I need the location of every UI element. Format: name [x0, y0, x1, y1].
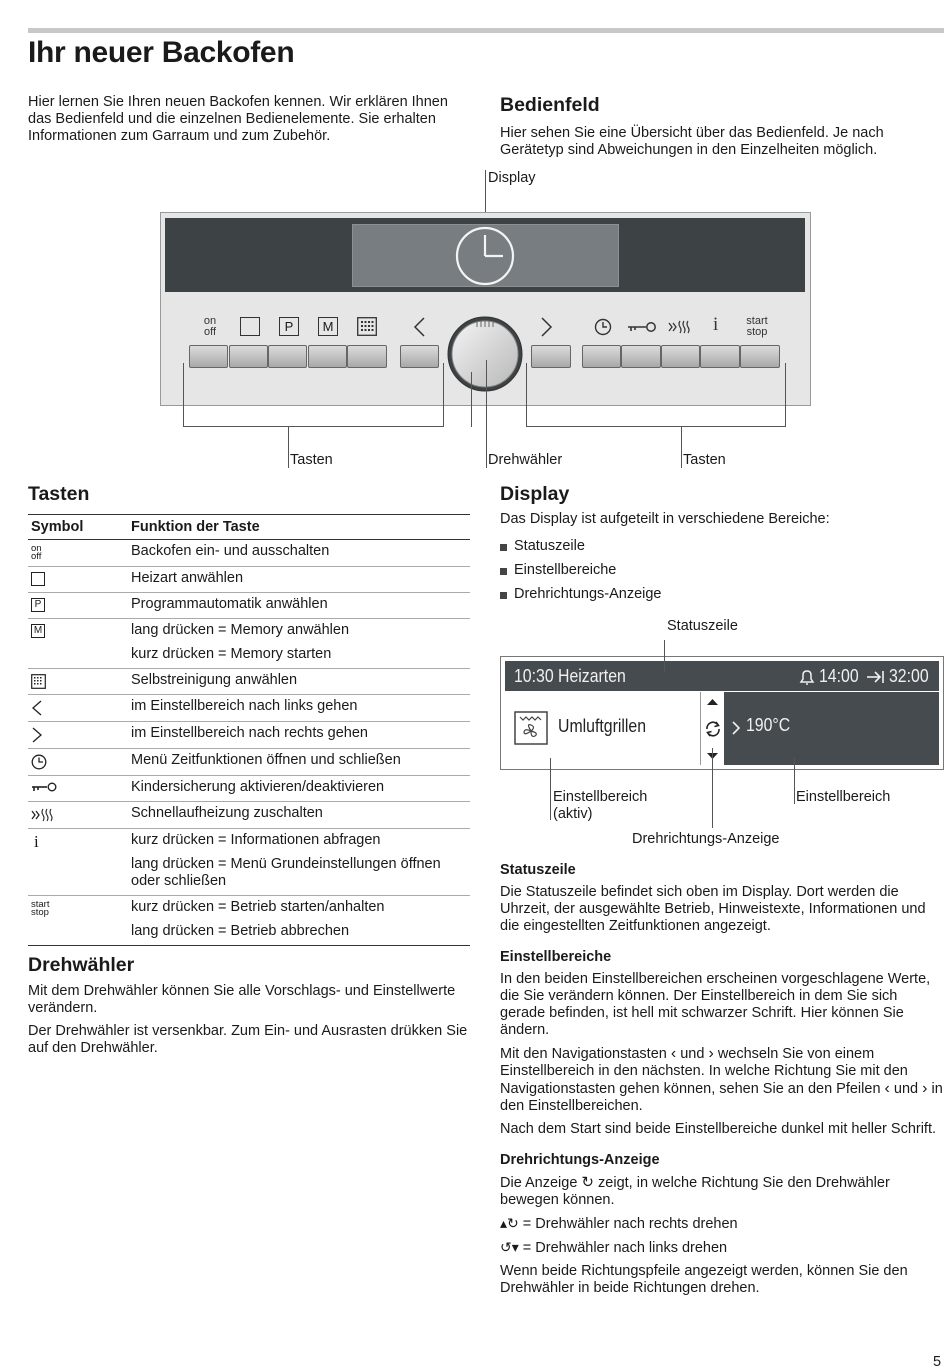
label-drehrichtung: Drehrichtungs-Anzeige — [632, 831, 780, 847]
function-text: Selbstreinigung anwählen — [131, 672, 298, 688]
drehwaehler-knob[interactable] — [447, 310, 523, 396]
table-row — [28, 619, 470, 669]
chevron-right-icon — [731, 720, 741, 736]
function-cell — [131, 832, 470, 890]
function-cell — [131, 805, 470, 823]
panel-start-label: start — [746, 315, 768, 327]
quick-heat-icon — [31, 807, 55, 823]
einstellbereiche-heading: Einstellbereiche — [500, 949, 612, 965]
table-row — [28, 896, 470, 946]
p-icon: P — [31, 598, 45, 612]
symbol-cell — [28, 622, 131, 663]
rotate-icon — [704, 720, 722, 738]
info-icon: i — [34, 832, 39, 851]
col-funktion-header: Funktion der Taste — [131, 518, 260, 535]
intro-text: Hier lernen Sie Ihren neuen Backofen kennen. Wir erklären Ihnen das Bedienfeld und die einzelnen Bedienelemente. Sie erhalten Informationen zum Garraum und zum Zubehör. — [28, 94, 448, 144]
function-text: kurz drücken = Memory starten — [131, 646, 332, 662]
symbol-cell — [28, 899, 131, 940]
heizart-square-icon — [31, 572, 45, 586]
quick-heat-icon — [668, 318, 692, 336]
list-item: Drehrichtungs-Anzeige — [500, 586, 944, 603]
function-text: lang drücken = Memory anwählen — [131, 622, 350, 638]
drehrichtung-p2: Wenn beide Richtungspfeile angezeigt werden, können Sie den Drehwähler in beide Richtungen drehen. — [500, 1263, 908, 1296]
function-text: im Einstellbereich nach rechts gehen — [131, 725, 368, 741]
label-display: Display — [488, 170, 536, 186]
statuszeile-heading: Statuszeile — [500, 862, 576, 878]
m-icon: M — [31, 624, 45, 638]
key-icon — [627, 320, 657, 334]
info-icon: i — [713, 314, 719, 335]
memory-button[interactable] — [308, 345, 347, 368]
rotate-right-icon: ▴↻ — [500, 1215, 519, 1231]
table-row — [28, 695, 470, 722]
drehrichtung-links: ↺▾ = Drehwähler nach links drehen — [500, 1239, 728, 1256]
list-item: Einstellbereiche — [500, 562, 944, 579]
selbstreinigung-button[interactable] — [347, 345, 387, 368]
kindersicherung-button[interactable] — [621, 345, 661, 368]
start-stop-button[interactable] — [740, 345, 780, 368]
on-off-icon: on off — [31, 543, 42, 562]
label-tasten-right: Tasten — [683, 452, 726, 468]
table-row — [28, 722, 470, 749]
drehwaehler-p2: Der Drehwähler ist versenkbar. Zum Ein- und Ausrasten drükken Sie auf den Drehwähler. — [28, 1023, 468, 1056]
symbol-cell — [28, 596, 131, 613]
function-text: kurz drücken = Betrieb starten/anhalten — [131, 899, 385, 915]
nav-left-button[interactable] — [400, 345, 439, 368]
function-text: Backofen ein- und ausschalten — [131, 543, 330, 559]
symbol-cell — [28, 570, 131, 587]
table-row — [28, 749, 470, 776]
symbol-cell — [28, 672, 131, 689]
symbol-cell — [28, 805, 131, 823]
label-statuszeile: Statuszeile — [667, 618, 738, 634]
chevron-right-icon: › — [708, 1045, 714, 1062]
rotate-icon: ↻ — [581, 1174, 594, 1191]
symbol-cell — [28, 779, 131, 796]
display-text: Das Display ist aufgeteilt in verschiedene Bereiche: — [500, 511, 830, 527]
settings-area-right — [724, 692, 939, 765]
page-title: Ihr neuer Backofen — [28, 36, 295, 69]
list-item: Statuszeile — [500, 538, 944, 555]
status-bar — [505, 661, 939, 691]
function-cell — [131, 752, 470, 770]
symbol-cell — [28, 752, 131, 770]
drehrichtung-rechts: ▴↻ = Drehwähler nach rechts drehen — [500, 1215, 738, 1232]
label-einstell-aktiv: Einstellbereich (aktiv) — [553, 789, 648, 822]
grid-icon — [357, 317, 377, 336]
drehrichtung-p1: Die Anzeige ↻ zeigt, in welche Richtung Sie den Drehwähler bewegen können. — [500, 1174, 890, 1208]
chevron-left-icon — [31, 700, 43, 716]
tasten-table — [28, 514, 470, 946]
chevron-left-icon — [412, 316, 428, 338]
table-row — [28, 802, 470, 829]
function-text: Menü Zeitfunktionen öffnen und schließen — [131, 752, 401, 768]
drehwaehler-text — [28, 983, 468, 1063]
function-cell — [131, 543, 470, 561]
einstellbereiche-p2: Mit den Navigationstasten ‹ und › wechseln Sie von einem Einstellbereich in den nächsten. In welche Richtung Sie mit den Navigationstasten gehen können, sehen Sie an den Pfeilen ‹ und › in den Einstellbereichen. — [500, 1045, 943, 1114]
temperature-text: 190°C — [746, 715, 791, 735]
clock-display-icon — [455, 226, 515, 286]
rotate-left-icon: ↺▾ — [500, 1239, 519, 1255]
einstellbereiche-p1: In den beiden Einstellbereichen erscheinen vorgeschlagene Werte, die Sie verändern können. Der Einstellbereich in dem Sie sich gerade befinden, ist hell mit schwarzer Schrift. Hier können Sie ändern. — [500, 971, 931, 1038]
table-row — [28, 593, 470, 619]
chevron-left-icon: ‹ — [670, 1045, 677, 1062]
chevron-right-icon — [31, 727, 43, 743]
clock-icon — [594, 318, 612, 336]
function-cell — [131, 725, 470, 743]
function-text: lang drücken = Menü Grundeinstellungen öffnen oder schließen — [131, 856, 441, 889]
table-row — [28, 776, 470, 802]
function-text: Kindersicherung aktivieren/deaktivieren — [131, 779, 385, 795]
panel-on-label: on — [203, 315, 217, 327]
tasten-heading: Tasten — [28, 483, 90, 505]
clock-icon — [31, 754, 47, 770]
display-bullets — [500, 538, 944, 610]
key-icon — [31, 781, 57, 793]
table-row — [28, 669, 470, 695]
bedienfeld-text: Hier sehen Sie eine Übersicht über das Bedienfeld. Je nach Gerätetyp sind Abweichungen in den Einzelheiten möglich. — [500, 125, 884, 158]
label-einstell: Einstellbereich — [796, 789, 891, 805]
chevron-left-icon: ‹ — [884, 1080, 890, 1097]
function-text: Schnellaufheizung zuschalten — [131, 805, 323, 821]
function-cell — [131, 672, 470, 689]
drehwaehler-heading: Drehwähler — [28, 954, 135, 976]
bell-icon — [798, 668, 816, 686]
chevron-right-icon: › — [922, 1080, 928, 1097]
display-heading: Display — [500, 483, 570, 505]
duration-time: 32:00 — [889, 666, 929, 686]
einstellbereiche-p3: Nach dem Start sind beide Einstellbereiche dunkel mit heller Schrift. — [500, 1121, 937, 1137]
function-cell — [131, 899, 470, 940]
status-left-text: 10:30 Heizarten — [514, 666, 626, 686]
schnellaufheizung-button[interactable] — [661, 345, 700, 368]
bedienfeld-heading: Bedienfeld — [500, 94, 600, 116]
table-row — [28, 829, 470, 896]
function-text: lang drücken = Betrieb abbrechen — [131, 923, 350, 939]
chevron-right-icon — [538, 316, 554, 338]
duration-icon — [866, 669, 886, 685]
m-icon: M — [318, 317, 338, 336]
start-stop-icon: start stop — [31, 899, 50, 918]
table-row — [28, 540, 470, 567]
label-tasten-left: Tasten — [290, 452, 333, 468]
heizart-square-icon — [240, 317, 260, 336]
drehrichtung-heading: Drehrichtungs-Anzeige — [500, 1152, 660, 1168]
function-text: Heizart anwählen — [131, 570, 244, 586]
col-symbol-header: Symbol — [31, 518, 84, 535]
function-text: im Einstellbereich nach links gehen — [131, 698, 358, 714]
function-cell — [131, 698, 470, 716]
function-text: Programmautomatik anwählen — [131, 596, 328, 612]
umluftgrillen-icon — [514, 711, 548, 745]
page-number: 5 — [933, 1354, 942, 1370]
symbol-cell — [28, 832, 131, 890]
function-cell — [131, 570, 470, 587]
symbol-cell — [28, 698, 131, 716]
alarm-time: 14:00 — [819, 666, 859, 686]
table-row — [28, 567, 470, 593]
programmautomatik-button[interactable] — [268, 345, 307, 368]
symbol-cell — [28, 543, 131, 561]
table-header — [28, 514, 470, 540]
header-rule — [28, 28, 944, 33]
info-button[interactable] — [700, 345, 740, 368]
function-cell — [131, 779, 470, 796]
panel-stop-label: stop — [746, 326, 768, 338]
label-drehwaehler: Drehwähler — [488, 452, 563, 468]
display-details — [500, 848, 944, 1303]
zeitfunktion-button[interactable] — [582, 345, 621, 368]
p-icon: P — [279, 317, 299, 336]
function-text: kurz drücken = Informationen abfragen — [131, 832, 381, 848]
drehwaehler-p1: Mit dem Drehwähler können Sie alle Vorschlags- und Einstellwerte verändern. — [28, 983, 456, 1016]
statuszeile-text: Die Statuszeile befindet sich oben im Display. Dort werden die Uhrzeit, der ausgewählte Betrieb, Hinweistexte, Informationen und die eingestellten Zeitfunktionen angezeigt. — [500, 884, 926, 934]
heizart-button[interactable] — [229, 345, 268, 368]
mode-text: Umluftgrillen — [558, 716, 647, 736]
function-cell — [131, 596, 470, 613]
panel-off-label: off — [203, 326, 217, 338]
nav-right-button[interactable] — [531, 345, 571, 368]
symbol-cell — [28, 725, 131, 743]
on-off-button[interactable] — [189, 345, 228, 368]
grid-icon — [31, 674, 46, 689]
function-cell — [131, 622, 470, 663]
